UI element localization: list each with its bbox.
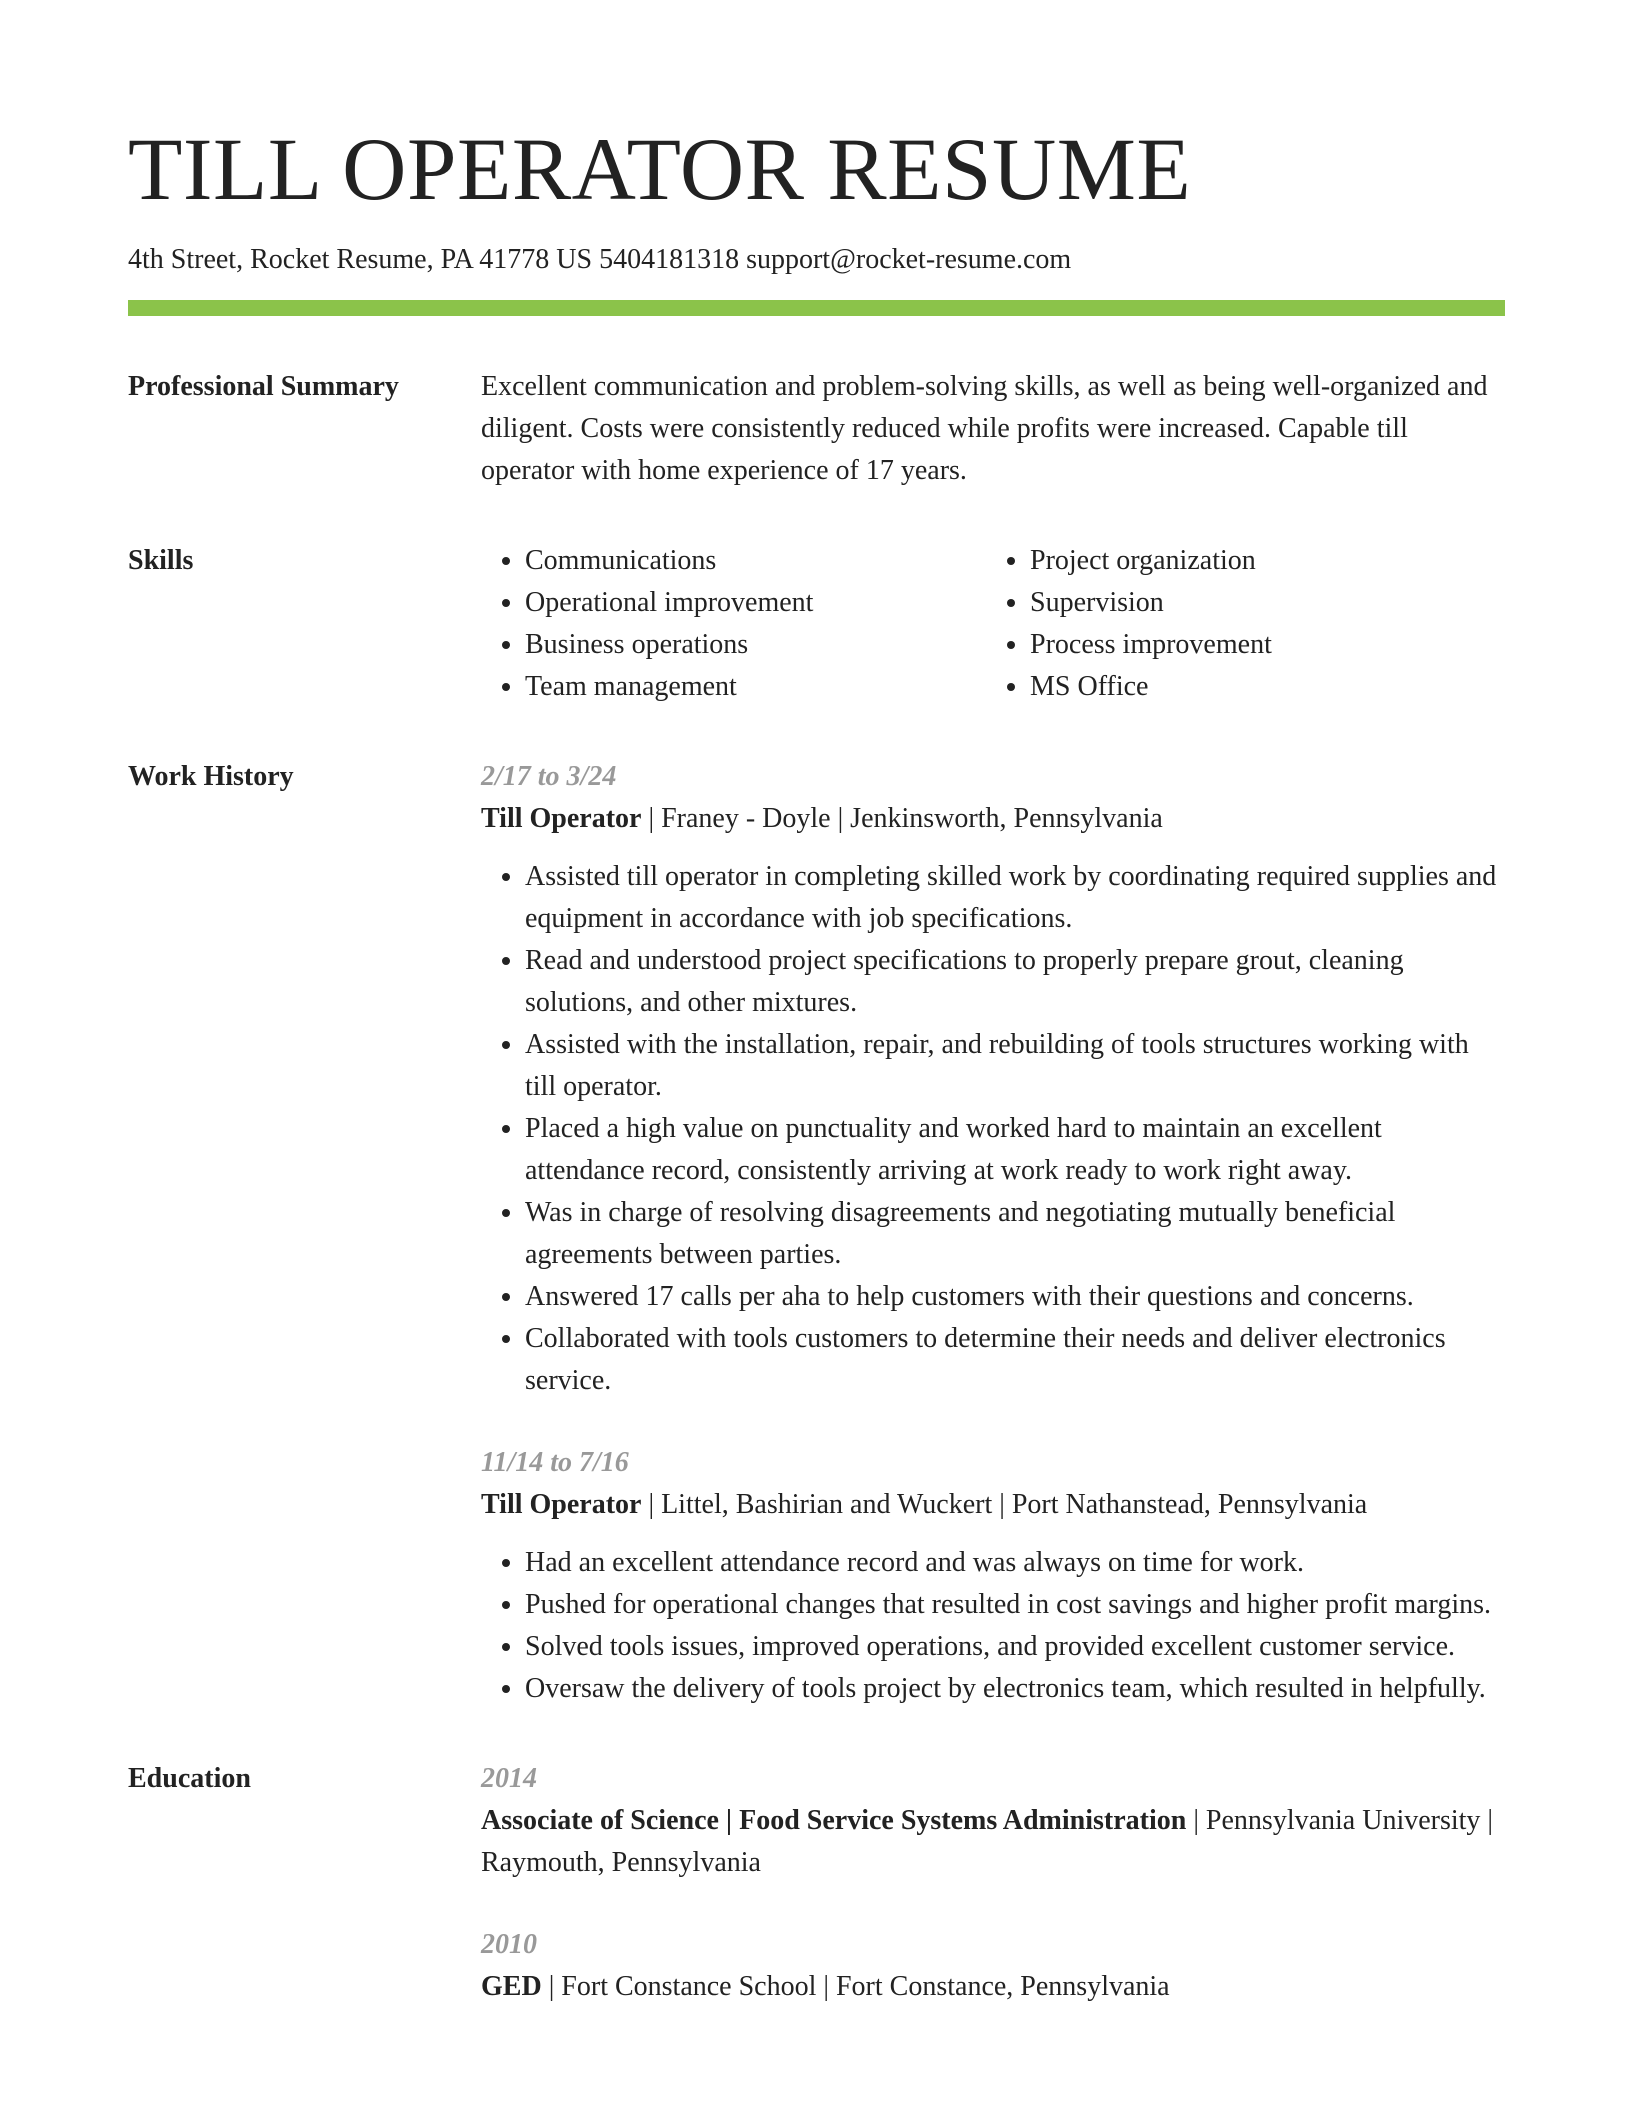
job-bullet: • Assisted with the installation, repair, and rebuilding of tools structures working with till operator. — [525, 1024, 1505, 1108]
job-dates: 2/17 to 3/24 — [481, 761, 617, 792]
header-divider — [128, 300, 1505, 316]
skill-item: • Supervision — [1030, 582, 1486, 624]
summary-label: Professional Summary — [128, 371, 399, 402]
education-label: Education — [128, 1763, 251, 1794]
education-year: 2014 — [481, 1763, 537, 1794]
job-dates: 11/14 to 7/16 — [481, 1447, 629, 1478]
job-details: | Franey - Doyle | Jenkinsworth, Pennsylvania — [641, 803, 1163, 834]
contact-address: 4th Street, Rocket Resume, PA 41778 US — [128, 244, 593, 275]
job-details: | Littel, Bashirian and Wuckert | Port Nathanstead, Pennsylvania — [641, 1489, 1368, 1520]
summary-text: Excellent communication and problem-solving skills, as well as being well-organized and diligent. Costs were consistently reduced while profits were increased. Capable till operator with home experience of 17 years. — [481, 371, 1488, 486]
education-degree: GED — [481, 1971, 542, 2002]
job-title: Till Operator — [481, 1489, 642, 1520]
job-heading — [481, 1484, 1505, 1526]
education-entry — [481, 1924, 1505, 2008]
job-bullets — [481, 1542, 1505, 1710]
skills-list — [481, 540, 1505, 708]
skill-item: • Business operations — [525, 624, 986, 666]
education-heading — [481, 1966, 1505, 2008]
education-degree: Associate of Science | Food Service Systems Administration — [481, 1805, 1187, 1836]
job-bullet: • Pushed for operational changes that resulted in cost savings and higher profit margins. — [525, 1584, 1505, 1626]
skill-item: • Process improvement — [1030, 624, 1486, 666]
work-history-section — [128, 756, 1505, 1710]
job-bullet: • Had an excellent attendance record and was always on time for work. — [525, 1542, 1505, 1584]
contact-line — [128, 242, 1505, 278]
skill-item: • Team management — [525, 666, 986, 708]
contact-phone: 5404181318 — [599, 244, 740, 275]
job-bullet: • Answered 17 calls per aha to help customers with their questions and concerns. — [525, 1276, 1505, 1318]
job-title: Till Operator — [481, 803, 642, 834]
education-details: | Fort Constance School | Fort Constance, Pennsylvania — [541, 1971, 1170, 2002]
education-section — [128, 1758, 1505, 2008]
job-bullet: • Solved tools issues, improved operations, and provided excellent customer service. — [525, 1626, 1505, 1668]
skills-section — [128, 540, 1505, 708]
job-bullet: • Placed a high value on punctuality and worked hard to maintain an excellent attendance record, consistently arriving at work ready to work right away. — [525, 1108, 1505, 1192]
summary-section — [128, 366, 1505, 492]
education-details: | Pennsylvania University | Raymouth, Pennsylvania — [481, 1805, 1494, 1878]
education-year: 2010 — [481, 1929, 537, 1960]
job-entry — [481, 756, 1505, 1402]
education-heading — [481, 1800, 1505, 1884]
skill-item: • MS Office — [1030, 666, 1486, 708]
resume-title: TILL OPERATOR RESUME — [128, 121, 1192, 219]
skills-column-2 — [986, 540, 1486, 708]
contact-email: support@rocket-resume.com — [746, 244, 1072, 275]
skill-item: • Operational improvement — [525, 582, 986, 624]
education-entry — [481, 1758, 1505, 1884]
job-bullet: • Was in charge of resolving disagreements and negotiating mutually beneficial agreements between parties. — [525, 1192, 1505, 1276]
skills-label: Skills — [128, 545, 194, 576]
job-bullet: • Oversaw the delivery of tools project by electronics team, which resulted in helpfully. — [525, 1668, 1505, 1710]
skill-item: • Project organization — [1030, 540, 1486, 582]
skill-item: • Communications — [525, 540, 986, 582]
job-heading — [481, 798, 1505, 840]
job-bullets — [481, 856, 1505, 1402]
work-history-label: Work History — [128, 761, 294, 792]
job-entry — [481, 1442, 1505, 1710]
job-bullet: • Collaborated with tools customers to determine their needs and deliver electronics service. — [525, 1318, 1505, 1402]
job-bullet: • Assisted till operator in completing skilled work by coordinating required supplies and equipment in accordance with job specifications. — [525, 856, 1505, 940]
skills-column-1 — [481, 540, 986, 708]
job-bullet: • Read and understood project specifications to properly prepare grout, cleaning solutions, and other mixtures. — [525, 940, 1505, 1024]
